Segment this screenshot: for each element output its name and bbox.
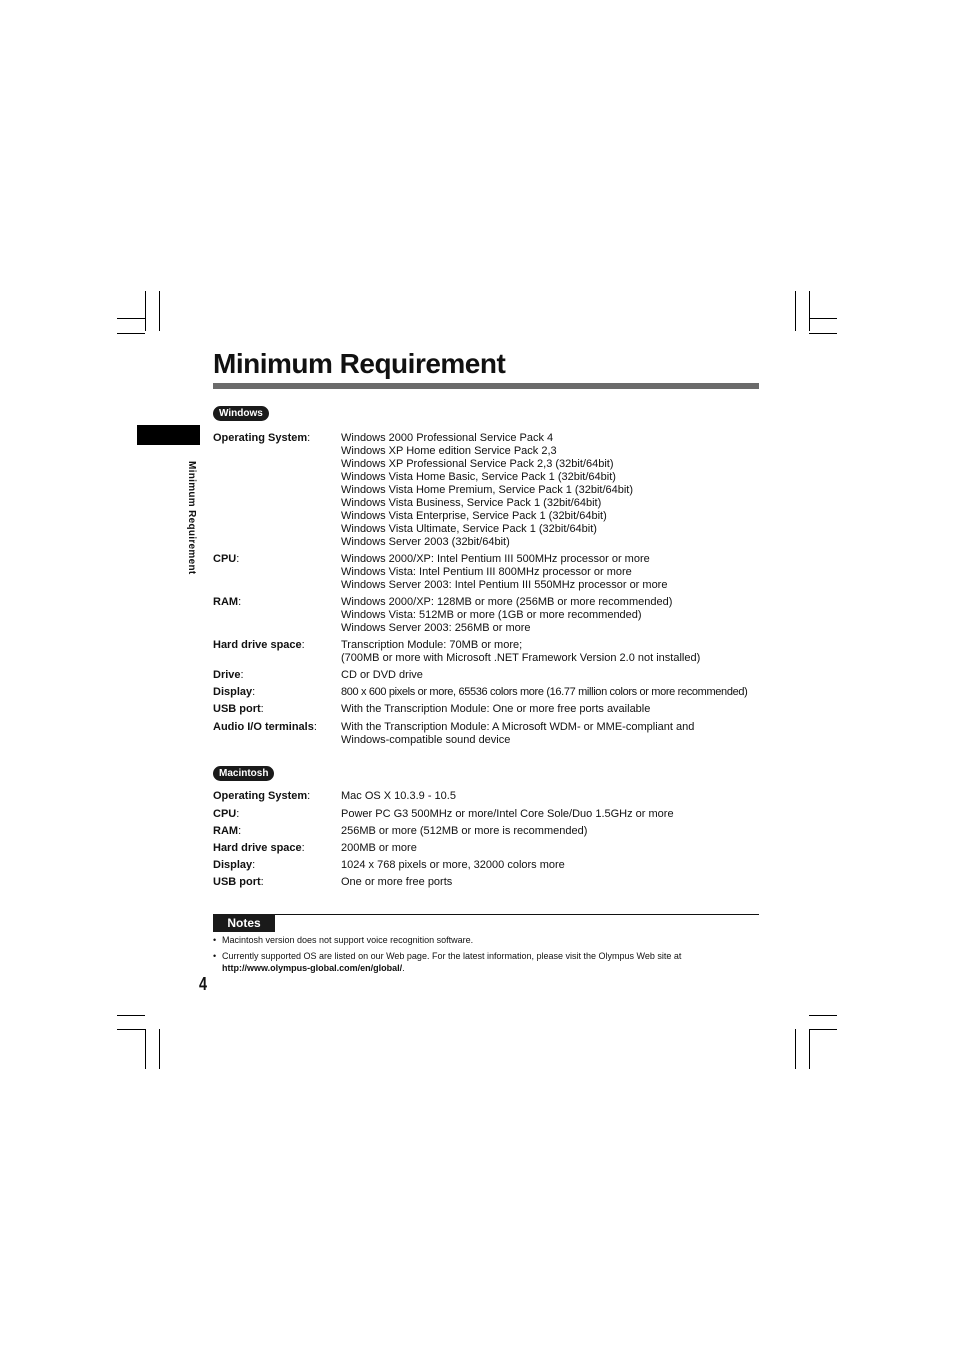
spec-value: Transcription Module: 70MB or more; [341, 639, 523, 651]
crop-mark [809, 1029, 810, 1069]
spec-value: With the Transcription Module: One or more free ports available [341, 703, 651, 715]
note-item [213, 935, 753, 947]
section-tab-marker [137, 425, 200, 445]
spec-row-hdd: Hard drive space: 200MB or more [213, 842, 417, 854]
page-title: Minimum Requirement [213, 348, 506, 379]
spec-label: Display [213, 859, 253, 871]
spec-value: Windows 2000/XP: 128MB or more (256MB or more recommended) [341, 596, 673, 608]
spec-value: Windows Server 2003: Intel Pentium III 550MHz processor or more [341, 579, 668, 591]
spec-label: USB port [213, 703, 261, 715]
crop-mark [795, 291, 796, 331]
spec-value: Windows Vista Ultimate, Service Pack 1 (32bit/64bit) [341, 523, 597, 535]
spec-row-ram: RAM: Windows 2000/XP: 128MB or more (256MB or more recommended) Windows Vista: 512MB or more (1GB or more recommended) Windows Server 2003: 256MB or more [213, 596, 673, 634]
spec-row-drive: Drive: CD or DVD drive [213, 669, 423, 681]
macintosh-spec-table [213, 790, 773, 889]
crop-mark [809, 1029, 837, 1030]
macintosh-badge: Macintosh [213, 766, 274, 781]
spec-value: Windows Vista Home Premium, Service Pack 1 (32bit/64bit) [341, 484, 634, 496]
spec-value: 1024 x 768 pixels or more, 32000 colors more [341, 859, 565, 871]
windows-spec-table [213, 432, 773, 747]
spec-value: Windows Vista Business, Service Pack 1 (32bit/64bit) [341, 497, 602, 509]
crop-mark [117, 1015, 145, 1016]
spec-label: USB port [213, 876, 261, 888]
page-number: 4 [199, 974, 208, 994]
spec-row-os: Operating System: Windows 2000 Professional Service Pack 4 Windows XP Home edition Service Pack 2,3 Windows XP Professional Service Pack 2,3 (32bit/64bit) Windows Vista Home Basic, Service Pack 1 (32bit/64bit) Windows Vista Home Premium, Service Pack 1 (32bit/64bit) Windows Vista Business, Service Pack 1 (32bit/64bit) Windows Vista Enterprise, Service Pack 1 (32bit/64bit) Windows Vista Ultimate, Service Pack 1 (32bit/64bit) Windows Server 2003 (32bit/64bit) [213, 432, 634, 548]
note-text: Currently supported OS are listed on our Web page. For the latest information, please visit the Olympus Web site at [222, 951, 682, 961]
spec-value: Windows XP Home edition Service Pack 2,3 [341, 445, 557, 457]
spec-value: One or more free ports [341, 876, 453, 888]
spec-label: RAM [213, 825, 239, 837]
spec-row-hdd: Hard drive space: Transcription Module: 70MB or more; (700MB or more with Microsoft .NET Framework Version 2.0 not installed) [213, 639, 701, 664]
spec-row-usb: USB port: One or more free ports [213, 876, 453, 888]
spec-label: RAM [213, 596, 239, 608]
crop-mark [159, 291, 160, 331]
spec-label: Hard drive space [213, 639, 302, 651]
crop-mark [809, 291, 810, 331]
spec-value: CD or DVD drive [341, 669, 423, 681]
crop-mark [117, 1029, 145, 1030]
spec-label: Operating System [213, 790, 308, 802]
bullet-icon: • [213, 951, 217, 961]
spec-value: Windows Server 2003 (32bit/64bit) [341, 536, 510, 548]
spec-row-cpu: CPU: Windows 2000/XP: Intel Pentium III 500MHz processor or more Windows Vista: Intel Pentium III 800MHz processor or more Windows Server 2003: Intel Pentium III 550MHz processor or more [213, 553, 668, 591]
spec-label: CPU [213, 808, 237, 820]
note-item [213, 951, 753, 974]
spec-value: Windows Vista Home Basic, Service Pack 1 (32bit/64bit) [341, 471, 616, 483]
spec-row-os: Operating System: Mac OS X 10.3.9 - 10.5 [213, 790, 456, 802]
spec-value: Windows 2000/XP: Intel Pentium III 500MHz processor or more [341, 553, 650, 565]
spec-label: Hard drive space [213, 842, 302, 854]
side-section-label: Minimum Requirement [186, 461, 197, 575]
crop-mark [809, 1015, 837, 1016]
note-text: Macintosh version does not support voice recognition software. [222, 935, 474, 945]
spec-value: Windows Server 2003: 256MB or more [341, 622, 531, 634]
olympus-url-link[interactable]: http://www.olympus-global.com/en/global/ [222, 962, 403, 973]
spec-row-ram: RAM: 256MB or more (512MB or more is recommended) [213, 825, 588, 837]
spec-value: Windows 2000 Professional Service Pack 4 [341, 432, 554, 444]
spec-row-usb: USB port: With the Transcription Module: One or more free ports available [213, 703, 651, 715]
title-underline [213, 383, 759, 389]
spec-value: Windows Vista: 512MB or more (1GB or more recommended) [341, 609, 642, 621]
spec-label: Audio I/O terminals [213, 721, 314, 733]
crop-mark [117, 333, 145, 334]
spec-value: Windows Vista Enterprise, Service Pack 1 (32bit/64bit) [341, 510, 607, 522]
notes-heading: Notes [213, 914, 275, 932]
spec-value: Windows Vista: Intel Pentium III 800MHz processor or more [341, 566, 632, 578]
crop-mark [145, 291, 146, 331]
spec-row-display: Display: 800 x 600 pixels or more, 65536 colors more (16.77 million colors or more recommended) [213, 686, 748, 698]
spec-label: Drive [213, 669, 241, 681]
spec-value: (700MB or more with Microsoft .NET Framework Version 2.0 not installed) [341, 652, 701, 664]
crop-mark [809, 318, 837, 319]
spec-label: Display [213, 686, 253, 698]
note-period: . [402, 962, 405, 973]
spec-label: CPU [213, 553, 237, 565]
crop-mark [809, 333, 837, 334]
crop-mark [159, 1029, 160, 1069]
spec-value: Windows-compatible sound device [341, 734, 511, 746]
bullet-icon: • [213, 935, 217, 945]
crop-mark [795, 1029, 796, 1069]
spec-value: Mac OS X 10.3.9 - 10.5 [341, 790, 456, 802]
spec-row-cpu: CPU: Power PC G3 500MHz or more/Intel Core Sole/Duo 1.5GHz or more [213, 808, 674, 820]
spec-value: Power PC G3 500MHz or more/Intel Core Sole/Duo 1.5GHz or more [341, 808, 674, 820]
spec-label: Operating System [213, 432, 308, 444]
spec-row-audio: Audio I/O terminals: With the Transcription Module: A Microsoft WDM- or MME-compliant and Windows-compatible sound device [213, 721, 695, 746]
notes-divider [213, 914, 759, 915]
spec-value: 800 x 600 pixels or more, 65536 colors more (16.77 million colors or more recommended) [341, 686, 748, 698]
crop-mark [145, 1029, 146, 1069]
spec-value: 200MB or more [341, 842, 417, 854]
spec-value: Windows XP Professional Service Pack 2,3 (32bit/64bit) [341, 458, 614, 470]
spec-value: 256MB or more (512MB or more is recommended) [341, 825, 588, 837]
windows-badge: Windows [213, 406, 269, 421]
crop-mark [117, 318, 145, 319]
spec-row-display: Display: 1024 x 768 pixels or more, 32000 colors more [213, 859, 565, 871]
spec-value: With the Transcription Module: A Microsoft WDM- or MME-compliant and [341, 721, 695, 733]
